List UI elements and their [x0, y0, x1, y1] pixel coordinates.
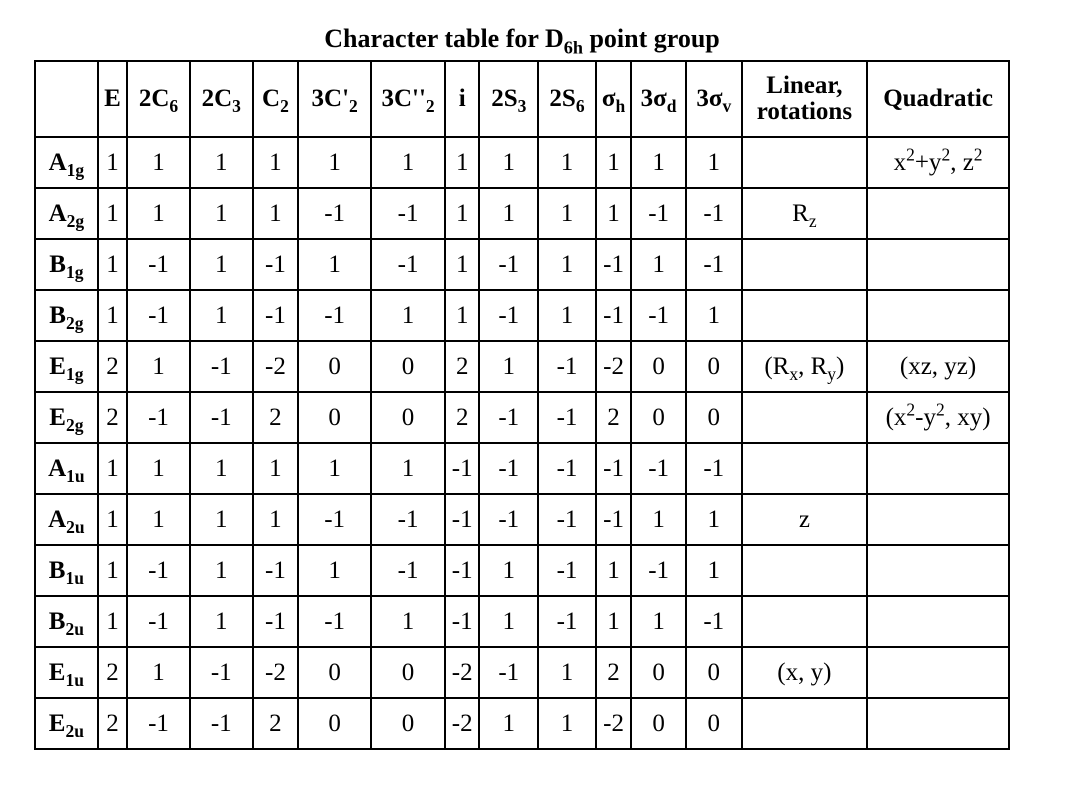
- irrep-subscript: 2u: [65, 618, 84, 639]
- op-subscript: v: [722, 96, 732, 117]
- column-header-linear: [742, 61, 868, 137]
- character-cell: 0: [686, 392, 742, 443]
- column-header-op: [479, 61, 538, 137]
- column-header-op: [631, 61, 686, 137]
- character-cell: 1: [190, 596, 253, 647]
- irrep-subscript: 1g: [65, 363, 84, 384]
- quadratic-part: , z: [950, 148, 974, 176]
- irrep-label: [35, 239, 98, 290]
- linear-header-line1: Linear,: [766, 72, 843, 99]
- quadratic-cell: [867, 698, 1009, 749]
- irrep-label: [35, 341, 98, 392]
- irrep-label: [35, 545, 98, 596]
- character-cell: 1: [538, 698, 596, 749]
- character-cell: 1: [190, 545, 253, 596]
- column-header-op: [253, 61, 299, 137]
- character-cell: -1: [298, 290, 371, 341]
- table-row: [35, 494, 1009, 545]
- linear-part: (R: [764, 352, 790, 380]
- character-cell: -1: [190, 392, 253, 443]
- character-cell: 1: [127, 341, 190, 392]
- quadratic-cell: [867, 290, 1009, 341]
- table-row: [35, 392, 1009, 443]
- irrep-subscript: 2g: [65, 414, 84, 435]
- character-cell: -1: [686, 443, 742, 494]
- character-cell: 1: [686, 494, 742, 545]
- character-cell: 1: [190, 239, 253, 290]
- character-cell: 1: [479, 188, 538, 239]
- character-cell: -1: [686, 596, 742, 647]
- character-cell: 0: [371, 392, 445, 443]
- quadratic-part: 2: [941, 143, 951, 164]
- irrep-label: [35, 443, 98, 494]
- character-cell: -2: [596, 698, 631, 749]
- quadratic-cell: [867, 545, 1009, 596]
- quadratic-cell: [867, 494, 1009, 545]
- quadratic-cell: [867, 647, 1009, 698]
- character-cell: -1: [127, 698, 190, 749]
- irrep-label: [35, 596, 98, 647]
- linear-part: y: [827, 363, 837, 384]
- character-cell: 1: [686, 137, 742, 188]
- character-cell: 1: [445, 188, 479, 239]
- character-cell: 0: [371, 341, 445, 392]
- linear-rotation-cell: [742, 596, 868, 647]
- column-header-op: [127, 61, 190, 137]
- op-subscript: d: [666, 96, 677, 117]
- linear-rotation-cell: [742, 545, 868, 596]
- character-cell: -1: [538, 341, 596, 392]
- irrep-subscript: 1u: [66, 465, 85, 486]
- character-cell: -1: [631, 188, 686, 239]
- character-cell: 1: [98, 443, 127, 494]
- character-cell: -1: [479, 290, 538, 341]
- op-subscript: 6: [575, 96, 585, 117]
- column-header-op: [445, 61, 479, 137]
- character-cell: 1: [631, 494, 686, 545]
- character-cell: -1: [445, 545, 479, 596]
- character-cell: 1: [371, 290, 445, 341]
- character-cell: 0: [631, 392, 686, 443]
- character-cell: -1: [445, 443, 479, 494]
- op-subscript: 2: [425, 96, 435, 117]
- character-cell: 1: [631, 239, 686, 290]
- character-cell: -1: [538, 596, 596, 647]
- character-cell: 1: [596, 596, 631, 647]
- character-cell: -1: [631, 290, 686, 341]
- character-cell: -1: [538, 494, 596, 545]
- op-label: 3σ: [696, 85, 723, 112]
- character-cell: 2: [596, 392, 631, 443]
- irrep-label: [35, 392, 98, 443]
- character-cell: 0: [631, 647, 686, 698]
- quadratic-part: (xz, yz): [899, 352, 977, 380]
- character-cell: -1: [686, 239, 742, 290]
- irrep-letter: E: [49, 403, 66, 431]
- character-cell: 1: [127, 647, 190, 698]
- table-row: [35, 596, 1009, 647]
- character-cell: -1: [253, 239, 299, 290]
- linear-part: z: [808, 210, 817, 231]
- character-cell: 1: [596, 137, 631, 188]
- corner-cell: [35, 61, 98, 137]
- character-cell: 0: [686, 647, 742, 698]
- character-cell: -1: [479, 392, 538, 443]
- character-cell: -1: [445, 596, 479, 647]
- linear-part: R: [792, 199, 809, 227]
- character-cell: 1: [371, 137, 445, 188]
- character-cell: 1: [298, 545, 371, 596]
- character-cell: 0: [298, 392, 371, 443]
- character-cell: -2: [253, 647, 299, 698]
- character-cell: -1: [253, 545, 299, 596]
- character-cell: 1: [127, 494, 190, 545]
- linear-part: ): [836, 352, 845, 380]
- character-cell: -2: [253, 341, 299, 392]
- character-cell: -1: [298, 188, 371, 239]
- character-cell: 2: [98, 647, 127, 698]
- character-cell: 1: [98, 188, 127, 239]
- quadratic-cell: [867, 596, 1009, 647]
- column-header-op: [538, 61, 596, 137]
- title-main: Character table for D: [324, 24, 564, 53]
- character-cell: 0: [371, 647, 445, 698]
- character-table: [34, 60, 1010, 750]
- irrep-subscript: 2g: [66, 210, 85, 231]
- character-cell: -1: [371, 494, 445, 545]
- irrep-letter: A: [48, 454, 67, 482]
- op-subscript: h: [615, 96, 626, 117]
- character-cell: 1: [538, 137, 596, 188]
- quadratic-cell: [867, 137, 1009, 188]
- op-label: E: [104, 85, 121, 112]
- irrep-letter: E: [49, 352, 66, 380]
- character-cell: -1: [596, 494, 631, 545]
- character-cell: 1: [631, 596, 686, 647]
- header-row: [35, 61, 1009, 137]
- irrep-letter: B: [49, 301, 66, 329]
- linear-rotation-cell: [742, 290, 868, 341]
- character-cell: 0: [686, 698, 742, 749]
- character-cell: 2: [98, 698, 127, 749]
- character-cell: 1: [98, 290, 127, 341]
- character-cell: 1: [631, 137, 686, 188]
- irrep-label: [35, 137, 98, 188]
- character-cell: -2: [596, 341, 631, 392]
- column-header-op: [98, 61, 127, 137]
- character-cell: 1: [127, 137, 190, 188]
- character-cell: 1: [253, 188, 299, 239]
- character-cell: -1: [371, 545, 445, 596]
- quadratic-cell: [867, 443, 1009, 494]
- op-label: 2S: [491, 85, 518, 112]
- character-cell: 1: [190, 494, 253, 545]
- character-cell: -1: [190, 341, 253, 392]
- table-row: [35, 137, 1009, 188]
- op-label: 3σ: [640, 85, 667, 112]
- character-cell: -1: [479, 239, 538, 290]
- character-cell: -1: [298, 494, 371, 545]
- linear-rotation-cell: [742, 698, 868, 749]
- quadratic-part: 2: [906, 143, 915, 164]
- irrep-letter: B: [48, 556, 66, 584]
- character-cell: -1: [190, 698, 253, 749]
- quadratic-part: x: [893, 148, 907, 176]
- quadratic-cell: [867, 188, 1009, 239]
- character-cell: 1: [596, 545, 631, 596]
- quadratic-part: 2: [906, 398, 916, 419]
- character-cell: -1: [127, 290, 190, 341]
- character-cell: 0: [298, 341, 371, 392]
- character-cell: -1: [596, 443, 631, 494]
- irrep-letter: A: [48, 505, 67, 533]
- irrep-subscript: 1g: [65, 261, 84, 282]
- character-cell: 1: [127, 443, 190, 494]
- table-row: [35, 239, 1009, 290]
- irrep-subscript: 1u: [65, 669, 84, 690]
- character-cell: -1: [538, 443, 596, 494]
- character-cell: 2: [253, 392, 299, 443]
- character-cell: 1: [596, 188, 631, 239]
- character-cell: 1: [253, 494, 299, 545]
- character-cell: -1: [190, 647, 253, 698]
- character-cell: 1: [98, 494, 127, 545]
- character-cell: 1: [190, 137, 253, 188]
- character-cell: 2: [253, 698, 299, 749]
- quadratic-part: 2: [935, 398, 945, 419]
- linear-rotation-cell: [742, 494, 868, 545]
- character-cell: -1: [371, 239, 445, 290]
- irrep-subscript: 2g: [65, 312, 84, 333]
- character-cell: 1: [298, 443, 371, 494]
- irrep-subscript: 1u: [65, 567, 84, 588]
- character-cell: 1: [538, 647, 596, 698]
- character-cell: 1: [686, 545, 742, 596]
- linear-header-line2: rotations: [756, 98, 853, 125]
- character-cell: -1: [631, 443, 686, 494]
- table-row: [35, 545, 1009, 596]
- quadratic-part: 2: [973, 143, 983, 164]
- character-cell: -1: [371, 188, 445, 239]
- op-label: C: [262, 85, 281, 112]
- linear-rotation-cell: [742, 137, 868, 188]
- linear-part: , R: [798, 352, 828, 380]
- character-cell: -1: [298, 596, 371, 647]
- quadratic-part: -y: [915, 403, 936, 431]
- character-cell: 1: [253, 443, 299, 494]
- character-cell: -1: [127, 596, 190, 647]
- column-header-op: [190, 61, 253, 137]
- character-cell: 1: [479, 137, 538, 188]
- linear-rotation-cell: [742, 188, 868, 239]
- character-cell: -1: [253, 290, 299, 341]
- character-cell: 1: [479, 698, 538, 749]
- character-cell: 1: [686, 290, 742, 341]
- character-cell: -1: [479, 494, 538, 545]
- irrep-letter: E: [48, 658, 66, 686]
- op-subscript: 3: [232, 96, 241, 117]
- column-header-op: [298, 61, 371, 137]
- character-cell: 0: [298, 698, 371, 749]
- character-cell: 2: [445, 341, 479, 392]
- quadratic-part: (x: [885, 403, 907, 431]
- character-cell: 0: [631, 341, 686, 392]
- quadratic-part: +y: [914, 148, 942, 176]
- linear-rotation-cell: [742, 647, 868, 698]
- table-row: [35, 647, 1009, 698]
- quadratic-cell: [867, 392, 1009, 443]
- irrep-subscript: 2u: [65, 720, 84, 741]
- character-cell: 1: [371, 596, 445, 647]
- table-row: [35, 290, 1009, 341]
- linear-part: x: [789, 363, 799, 384]
- irrep-subscript: 1g: [66, 159, 85, 180]
- character-cell: 1: [98, 596, 127, 647]
- character-cell: 1: [538, 188, 596, 239]
- op-subscript: 3: [517, 96, 527, 117]
- character-cell: 0: [686, 341, 742, 392]
- op-label: 3C': [311, 85, 350, 112]
- title-subscript: 6h: [563, 37, 583, 58]
- character-cell: 1: [479, 596, 538, 647]
- character-cell: 0: [631, 698, 686, 749]
- title-tail: point group: [582, 24, 720, 53]
- character-cell: 0: [371, 698, 445, 749]
- character-cell: 1: [538, 239, 596, 290]
- op-subscript: 6: [169, 96, 179, 117]
- character-cell: -2: [445, 647, 479, 698]
- character-cell: 1: [98, 545, 127, 596]
- linear-part: (x, y): [777, 658, 832, 686]
- column-header-op: [596, 61, 631, 137]
- character-cell: 1: [253, 137, 299, 188]
- table-title: [0, 22, 1044, 56]
- irrep-label: [35, 698, 98, 749]
- character-cell: -1: [538, 545, 596, 596]
- quadratic-part: , xy): [944, 403, 991, 431]
- linear-rotation-cell: [742, 443, 868, 494]
- character-cell: -1: [686, 188, 742, 239]
- character-cell: -1: [127, 392, 190, 443]
- character-cell: -1: [253, 596, 299, 647]
- character-cell: 2: [98, 341, 127, 392]
- character-cell: 2: [445, 392, 479, 443]
- table-row: [35, 443, 1009, 494]
- irrep-subscript: 2u: [66, 516, 85, 537]
- linear-part: z: [798, 505, 810, 533]
- quadratic-header-label: Quadratic: [883, 85, 993, 112]
- table-row: [35, 188, 1009, 239]
- op-label: 2S: [549, 85, 576, 112]
- character-cell: -1: [538, 392, 596, 443]
- irrep-label: [35, 494, 98, 545]
- irrep-label: [35, 188, 98, 239]
- quadratic-cell: [867, 341, 1009, 392]
- table-body: [35, 137, 1009, 749]
- linear-rotation-cell: [742, 239, 868, 290]
- character-cell: 1: [98, 239, 127, 290]
- op-subscript: 2: [349, 96, 358, 117]
- character-cell: -1: [596, 290, 631, 341]
- irrep-label: [35, 290, 98, 341]
- character-cell: -1: [127, 239, 190, 290]
- linear-rotation-cell: [742, 392, 868, 443]
- irrep-letter: B: [49, 250, 66, 278]
- irrep-label: [35, 647, 98, 698]
- character-cell: 1: [190, 290, 253, 341]
- character-cell: -1: [631, 545, 686, 596]
- character-cell: 1: [479, 341, 538, 392]
- column-header-op: [686, 61, 742, 137]
- character-cell: -1: [479, 443, 538, 494]
- op-label: 3C'': [381, 85, 426, 112]
- op-label: 2C: [138, 85, 170, 112]
- column-header-op: [371, 61, 445, 137]
- character-cell: -2: [445, 698, 479, 749]
- character-cell: 1: [98, 137, 127, 188]
- quadratic-cell: [867, 239, 1009, 290]
- table-row: [35, 341, 1009, 392]
- character-cell: 1: [371, 443, 445, 494]
- character-cell: 1: [479, 545, 538, 596]
- op-subscript: 2: [280, 96, 289, 117]
- character-cell: 1: [298, 137, 371, 188]
- character-cell: 1: [190, 443, 253, 494]
- character-cell: 2: [596, 647, 631, 698]
- column-header-quadratic: [867, 61, 1009, 137]
- linear-rotation-cell: [742, 341, 868, 392]
- character-cell: -1: [479, 647, 538, 698]
- character-cell: 0: [298, 647, 371, 698]
- character-cell: 1: [298, 239, 371, 290]
- irrep-letter: E: [48, 709, 66, 737]
- irrep-letter: B: [48, 607, 66, 635]
- table-row: [35, 698, 1009, 749]
- irrep-letter: A: [48, 199, 67, 227]
- character-cell: -1: [596, 239, 631, 290]
- character-cell: 2: [98, 392, 127, 443]
- character-cell: 1: [538, 290, 596, 341]
- op-label: i: [458, 85, 466, 112]
- op-label: σ: [601, 85, 616, 112]
- character-cell: 1: [127, 188, 190, 239]
- character-cell: -1: [445, 494, 479, 545]
- op-label: 2C: [201, 85, 233, 112]
- character-cell: -1: [127, 545, 190, 596]
- character-cell: 1: [445, 239, 479, 290]
- character-cell: 1: [445, 137, 479, 188]
- character-cell: 1: [190, 188, 253, 239]
- irrep-letter: A: [48, 148, 67, 176]
- character-cell: 1: [445, 290, 479, 341]
